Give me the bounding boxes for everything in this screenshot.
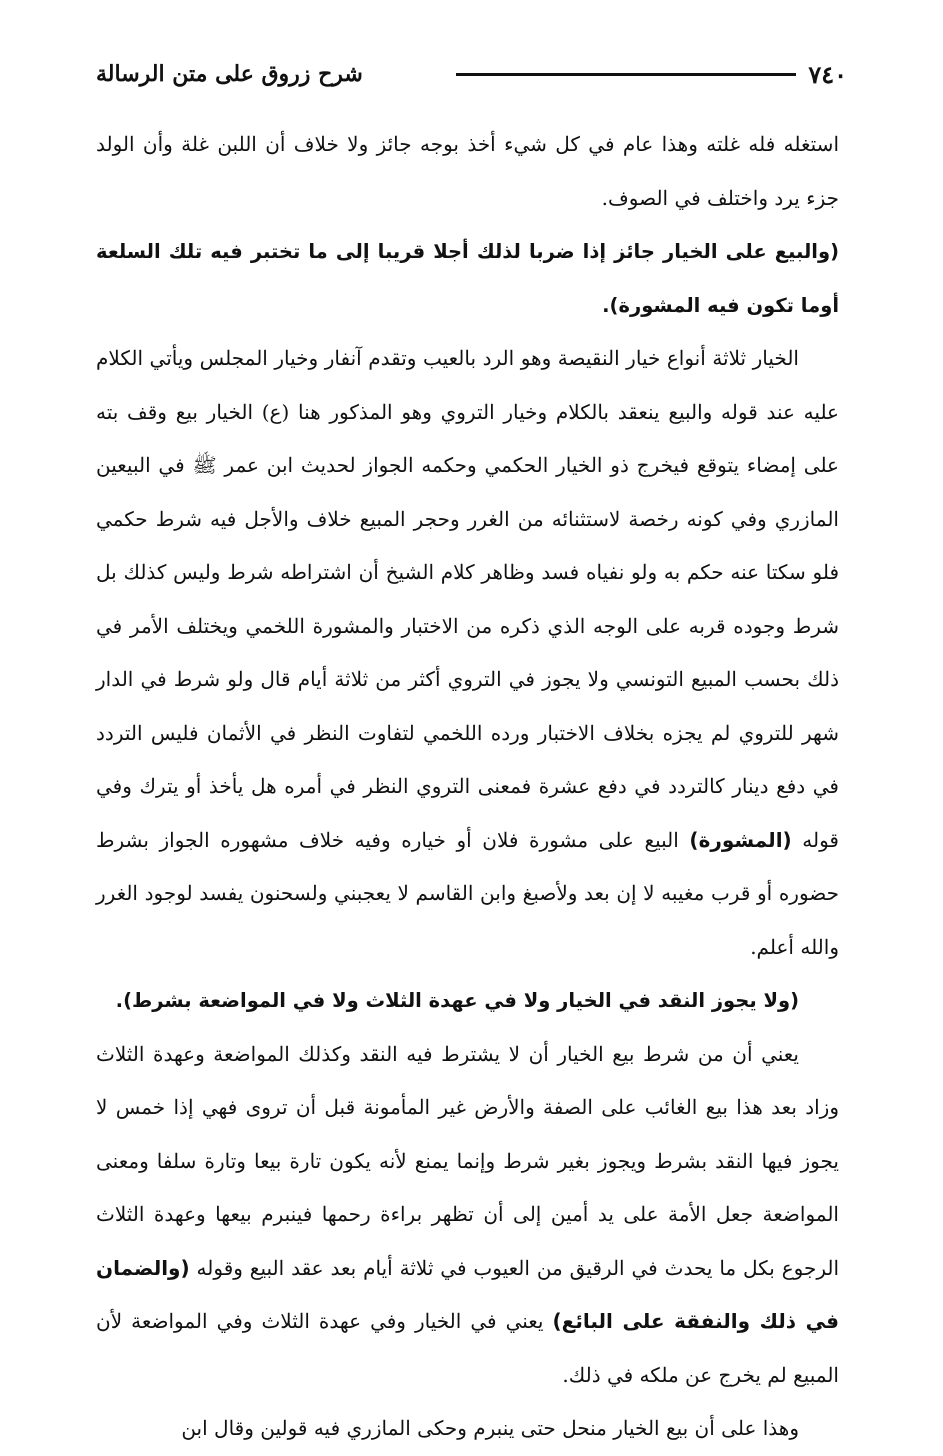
body-text xyxy=(96,118,839,1456)
paragraph-commentary-2 xyxy=(96,332,839,974)
running-title: شرح زروق على متن الرسالة xyxy=(96,61,363,87)
page-number: ٧٤٠ xyxy=(808,59,847,89)
paragraph-matn-2: (ولا يجوز النقد في الخيار ولا في عهدة الثلاث ولا في المواضعة بشرط). xyxy=(115,989,799,1012)
commentary-3-text-b: يعني في الخيار وفي عهدة الثلاث وفي المواضعة لأن المبيع لم يخرج عن ملكه في ذلك. xyxy=(96,1309,839,1387)
paragraph-commentary-1: استغله فله غلته وهذا عام في كل شيء أخذ بوجه جائز ولا خلاف أن اللبن غلة وأن الولد جزء يرد واختلف في الصوف. xyxy=(96,132,839,210)
paragraph-commentary-4: وهذا على أن بيع الخيار منحل حتى ينبرم وحكى المازري فيه قولين وقال ابن xyxy=(181,1416,799,1440)
header-rule xyxy=(456,73,796,76)
commentary-2-bold-term: (المشورة) xyxy=(689,827,792,852)
paragraph-commentary-3 xyxy=(96,1028,839,1403)
commentary-3-text-a: يعني أن من شرط بيع الخيار أن لا يشترط فيه النقد وكذلك المواضعة وعهدة الثلاث وزاد بعد هذا بيع الغائب على الصفة والأرض غير المأمونة قبل أن تروى فهي إذا خمس لا يجوز فيها النقد بشرط ويجوز بغير شرط وإنما يمنع لأنه يكون تارة بيعا وتارة سلفا ومعنى المواضعة جعل الأمة على يد أمين إلى أن تظهر براءة رحمها فينبرم بيعها وعهدة الثلاث الرجوع بكل ما يحدث في الرقيق من العيوب في ثلاثة أيام بعد عقد البيع وقوله xyxy=(96,1041,840,1280)
commentary-2-text-a: الخيار ثلاثة أنواع خيار النقيصة وهو الرد بالعيب وتقدم آنفار وخيار المجلس ويأتي الكلام عليه عند قوله والبيع ينعقد بالكلام وخيار التروي وهو المذكور هنا (ع) الخيار بيع وقف بته على إمضاء يتوقع فيخرج ذو الخيار الحكمي وحكمه الجواز لحديث ابن عمر ﷺ في البيعين المازري وفي كونه رخصة لاستثنائه من الغرر وحجر المبيع خلاف والأجل فيه شرط حكمي فلو سكتا عنه حكم به ولو نفياه فسد وظاهر كلام الشيخ أن اشتراطه شرط وليس كذلك بل شرط وجوده قربه على الوجه الذي ذكره من الاختبار والمشورة اللخمي ويختلف الأمر في ذلك بحسب المبيع التونسي ولا يجوز في التروي أكثر من ثلاثة أيام قال ولو شرط في الدار شهر للتروي لم يجزه بخلاف الاختبار ورده اللخمي لتفاوت النظر في الأثمان فليس التردد في دفع دينار كالتردد في دفع عشرة فمعنى التروي النظر في أمره هل يأخذ أو يترك وفي قوله xyxy=(96,346,839,852)
paragraph-matn-1: (والبيع على الخيار جائز إذا ضربا لذلك أجلا قريبا إلى ما تختبر فيه تلك السلعة أوما تكون فيه المشورة). xyxy=(96,240,839,317)
running-head xyxy=(96,52,847,96)
header-rule-container xyxy=(456,52,796,96)
commentary-3-bold-quote: (والضمان في ذلك والنفقة على البائع) xyxy=(96,1255,840,1333)
commentary-2-text-b: البيع على مشورة فلان أو خياره وفيه خلاف مشهوره الجواز بشرط حضوره أو قرب مغيبه لا إن بعد ولأصبغ وابن القاسم لا يعجبني ولسحنون يفسد لوجود الغرر والله أعلم. xyxy=(96,827,839,959)
